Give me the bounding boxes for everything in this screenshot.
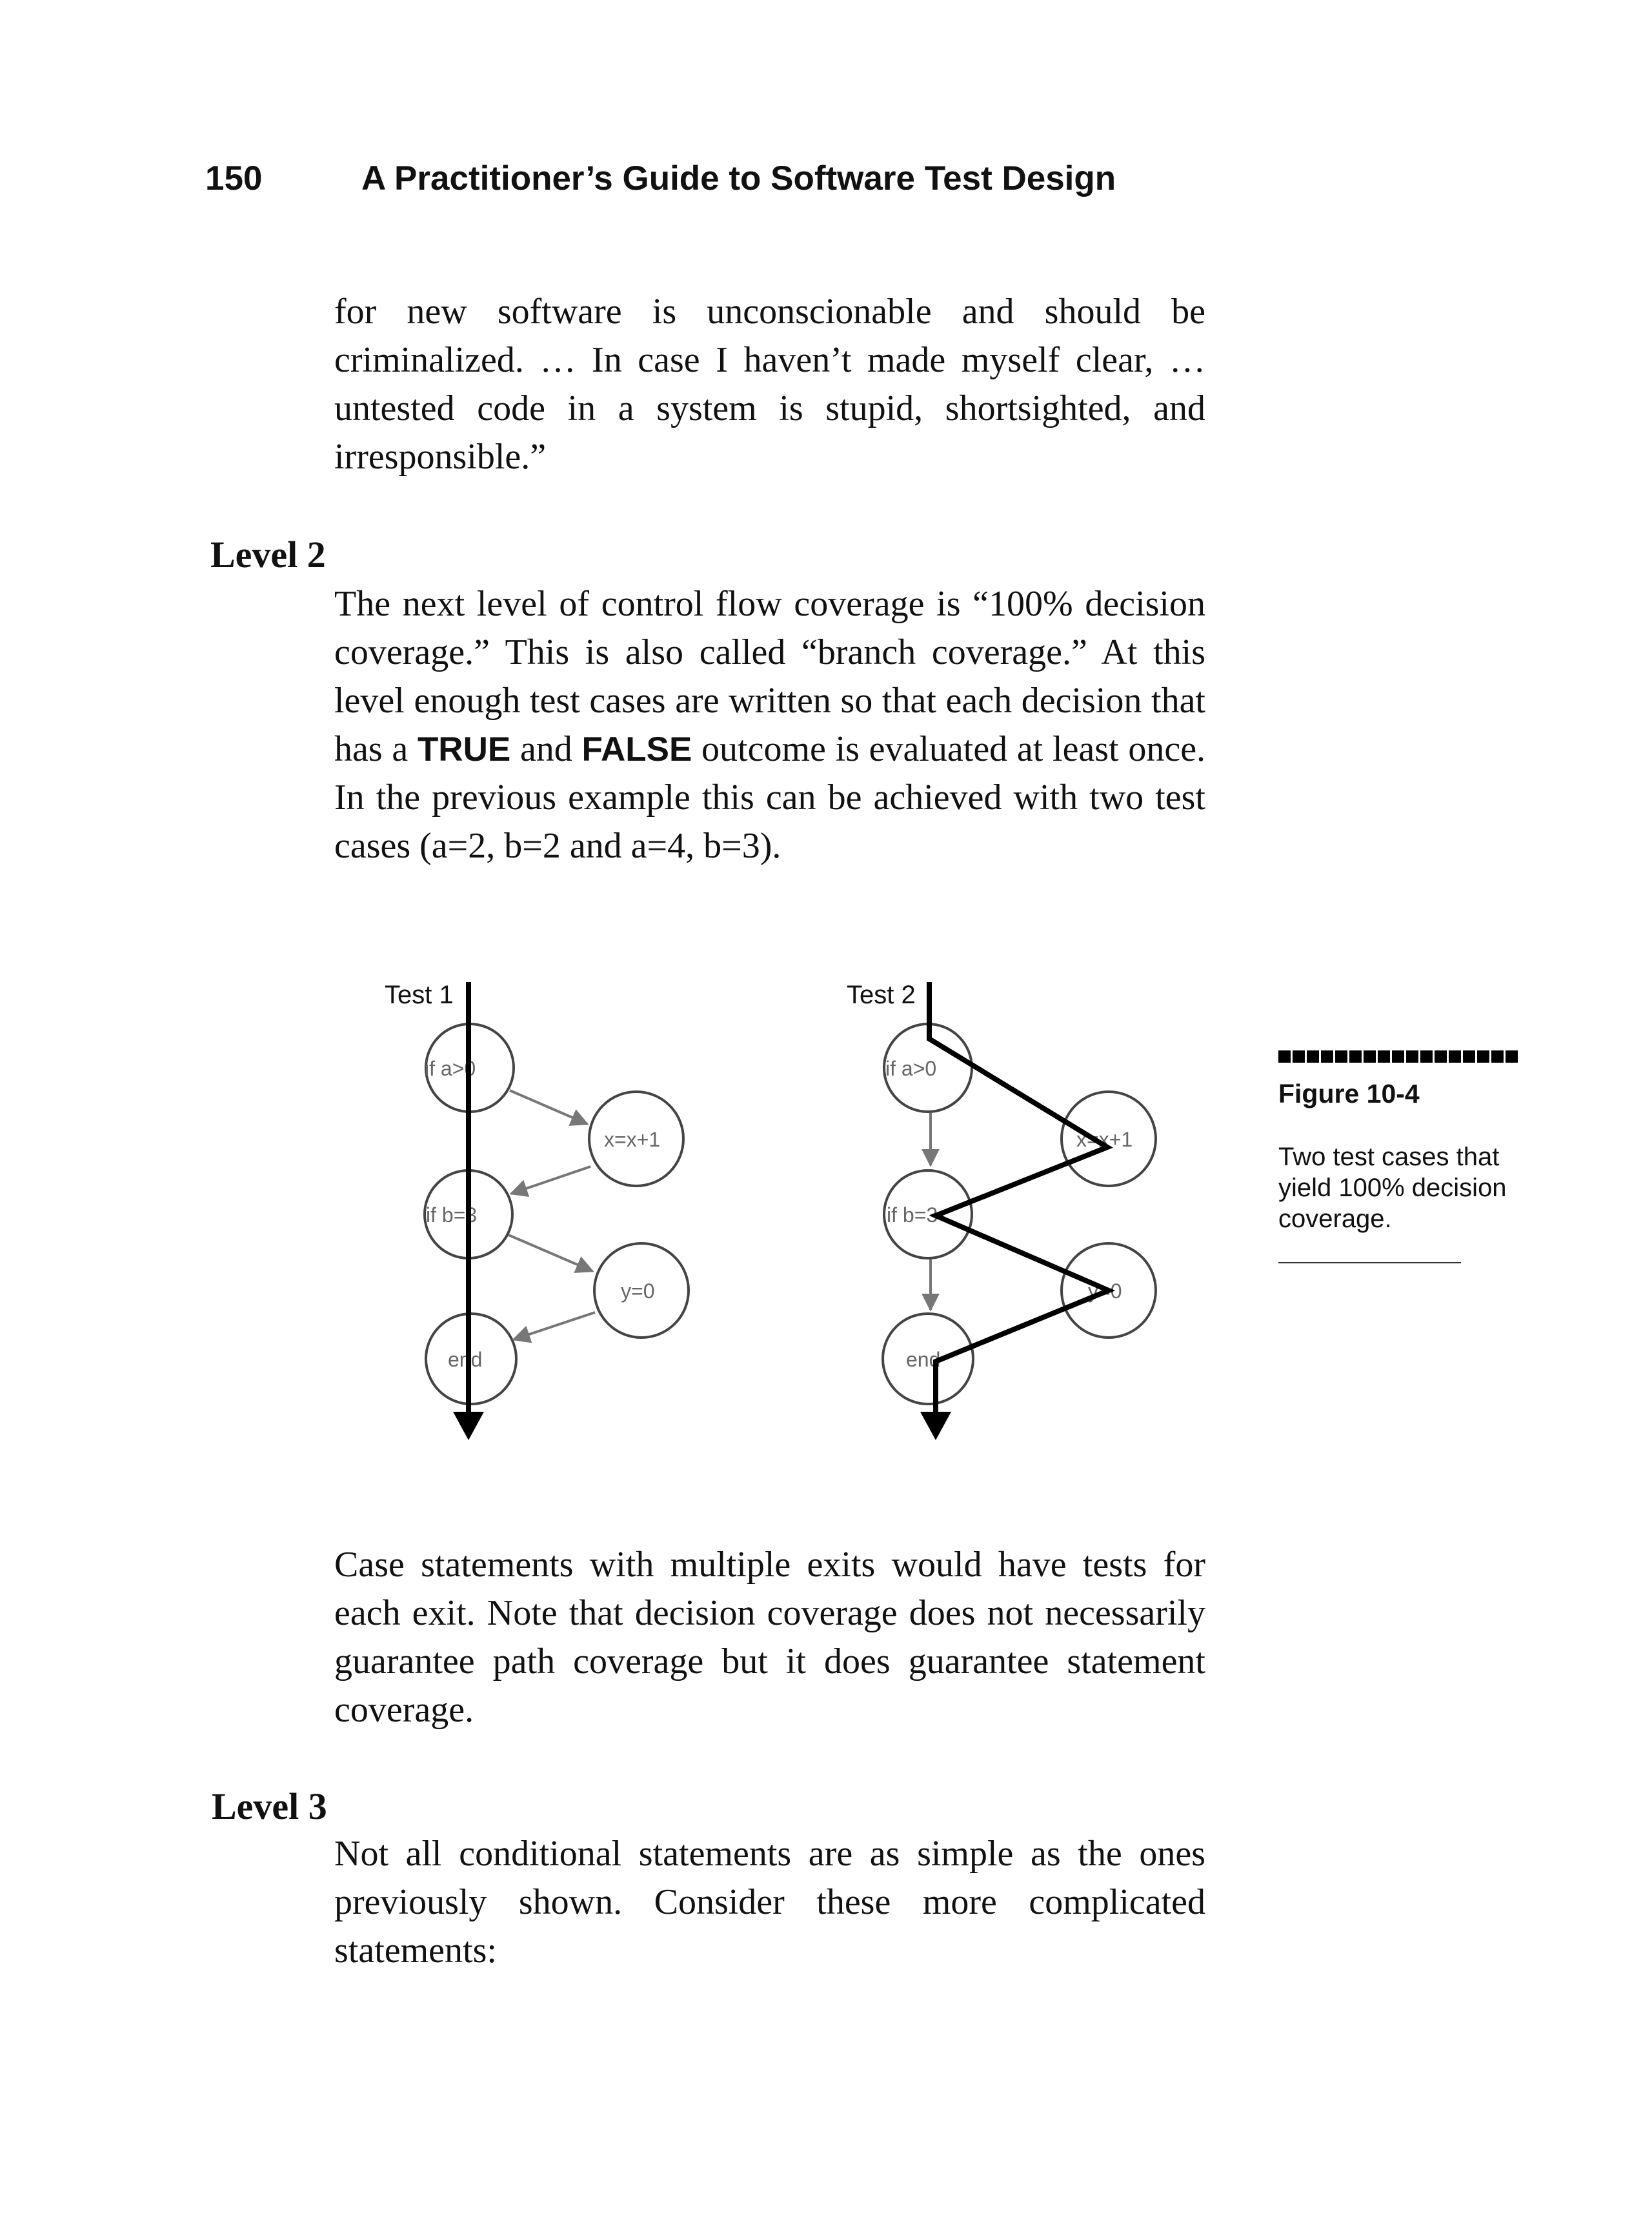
test-2-path: [929, 982, 1109, 1413]
true-keyword: TRUE: [417, 730, 511, 768]
figure-number: Figure 10-4: [1278, 1079, 1420, 1108]
level-3-heading: Level 3: [212, 1785, 327, 1827]
test-2-label: Test 2: [847, 981, 916, 1009]
figure-caption: Two test cases that yield 100% decision coverage.: [1278, 1143, 1507, 1233]
test-1-arrowhead: [453, 1412, 484, 1440]
label-end-test2: end: [906, 1348, 941, 1371]
edge-y-to-end-test1: [514, 1312, 595, 1339]
book-title: A Practitioner’s Guide to Software Test Design: [361, 159, 1116, 197]
level-2-text-b: outcome is evaluated at least once. In the previous example this can be achieved with two test cases (a=2, b=2 and a=4, b=3).: [334, 729, 1206, 866]
label-x-assign-test1: x=x+1: [604, 1128, 661, 1151]
page-number: 150: [205, 159, 263, 197]
label-x-assign-test2: x=x+1: [1076, 1128, 1133, 1151]
test-2-arrowhead: [920, 1412, 951, 1440]
level-2-text-a: The next level of control flow coverage is “100% decision coverage.” This is also called “branch coverage.” At this level enough test cases are written so that each decision that has a: [334, 584, 1205, 769]
quote-paragraph: for new software is unconscionable and should be criminalized. … In case I haven’t made myself clear, … untested code in a system is stupid, shortsighted, and irresponsible.”: [334, 292, 1205, 477]
label-y-assign-test1: y=0: [621, 1279, 655, 1303]
figure-sidebar-rule-top: [1278, 1050, 1519, 1063]
level-2-heading: Level 2: [210, 534, 326, 576]
edge-a-to-x-test1: [510, 1090, 587, 1124]
label-if-a-test2: if a>0: [885, 1057, 937, 1080]
label-end-test1: end: [448, 1348, 483, 1371]
case-statements-paragraph: Case statements with multiple exits would have tests for each exit. Note that decision coverage does not necessarily guarantee path coverage but it does guarantee statement coverage.: [334, 1545, 1205, 1730]
label-if-b-test2: if b=3: [887, 1203, 938, 1227]
figure-sidebar-rule-bottom: [1278, 1262, 1461, 1263]
level-3-paragraph: Not all conditional statements are as simple as the ones previously shown. Consider these more complicated statements:: [334, 1834, 1205, 1971]
test-1-graph: [385, 981, 689, 1440]
label-y-assign-test2: y=0: [1088, 1279, 1122, 1303]
false-keyword: FALSE: [581, 730, 692, 768]
level-2-and: and: [519, 729, 572, 769]
edge-x-to-b-test1: [511, 1167, 590, 1194]
test-1-label: Test 1: [385, 981, 454, 1009]
test-2-graph: [847, 981, 1156, 1440]
edge-b-to-y-test1: [509, 1235, 592, 1271]
label-if-b-test1: if b=3: [426, 1203, 478, 1227]
label-if-a-test1: if a>0: [425, 1057, 476, 1080]
